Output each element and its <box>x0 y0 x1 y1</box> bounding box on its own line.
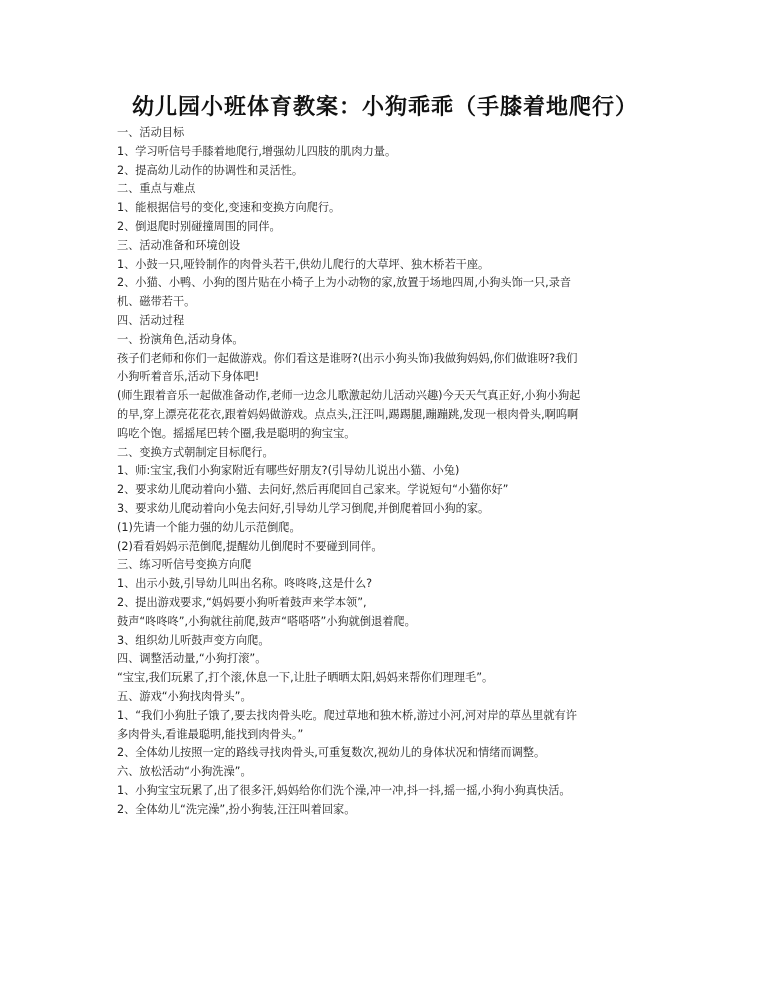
text-line: 1、出示小鼓,引导幼儿叫出名称。咚咚咚,这是什么? <box>117 577 373 591</box>
text-line: 2、要求幼儿爬动着向小猫、去问好,然后再爬回自己家来。学说短句“小猫你好” <box>117 483 509 497</box>
text-line: 小狗听着音乐,活动下身体吧! <box>117 370 260 384</box>
text-line: 1、学习听信号手膝着地爬行,增强幼儿四肢的肌肉力量。 <box>117 144 397 158</box>
text-line: 四、调整活动量,“小狗打滚”。 <box>117 652 267 666</box>
text-line: 三、练习听信号变换方向爬 <box>117 558 252 572</box>
document-body <box>117 124 662 819</box>
text-line: “宝宝,我们玩累了,打个滚,休息一下,让肚子晒晒太阳,妈妈来帮你们理理毛”。 <box>117 671 494 685</box>
text-line: 多肉骨头,看谁最聪明,能找到肉骨头。” <box>117 727 304 741</box>
text-line: 1、能根据信号的变化,变速和变换方向爬行。 <box>117 201 341 215</box>
text-line: 孩子们老师和你们一起做游戏。你们看这是谁呀?(出示小狗头饰)我做狗妈妈,你们做谁呀?我们 <box>117 351 578 365</box>
text-line: (1)先请一个能力强的幼儿示范倒爬。 <box>117 520 301 534</box>
document-title: 幼儿园小班体育教案：小狗乖乖（手膝着地爬行） <box>131 94 638 120</box>
text-line: 2、提出游戏要求,“妈妈要小狗听着鼓声来学本领”, <box>117 595 367 609</box>
text-line: 1、小狗宝宝玩累了,出了很多汗,妈妈给你们洗个澡,冲一冲,抖一抖,摇一摇,小狗小狗真快活。 <box>117 783 571 797</box>
text-line: 2、提高幼儿动作的协调性和灵活性。 <box>117 163 304 177</box>
text-line: 五、游戏“小狗找肉骨头”。 <box>117 689 252 703</box>
text-line: 二、变换方式朝制定目标爬行。 <box>117 445 274 459</box>
text-line: 机、磁带若干。 <box>117 295 196 309</box>
text-line: 1、“我们小狗肚子饿了,要去找肉骨头吃。爬过草地和独木桥,游过小河,河对岸的草丛里就有许 <box>117 708 577 722</box>
text-line: 一、活动目标 <box>117 126 185 139</box>
text-line: 1、小鼓一只,哑铃制作的肉骨头若干,供幼儿爬行的大草坪、独木桥若干座。 <box>117 257 490 271</box>
text-line: 六、放松活动“小狗洗澡”。 <box>117 765 252 779</box>
text-line: 鼓声“咚咚咚”,小狗就往前爬,鼓声“嗒嗒嗒”小狗就倒退着爬。 <box>117 614 416 628</box>
text-line: (2)看看妈妈示范倒爬,提醒幼儿倒爬时不要碰到同伴。 <box>117 539 383 553</box>
text-line: 三、活动准备和环境创设 <box>117 238 241 252</box>
text-line: 1、师:宝宝,我们小狗家附近有哪些好朋友?(引导幼儿说出小猫、小兔) <box>117 464 460 478</box>
text-line: 2、全体幼儿按照一定的路线寻找肉骨头,可重复数次,视幼儿的身体状况和情绪而调整。 <box>117 746 546 760</box>
text-line: 的早,穿上漂亮花花衣,跟着妈妈做游戏。点点头,汪汪叫,踢踢腿,蹦蹦跳,发现一根肉骨头,啊呜啊 <box>117 407 579 421</box>
text-line: 3、组织幼儿听鼓声变方向爬。 <box>117 633 270 647</box>
text-line: 3、要求幼儿爬动着向小兔去问好,引导幼儿学习倒爬,并倒爬着回小狗的家。 <box>117 501 490 515</box>
text-line: 一、扮演角色,活动身体。 <box>117 332 244 346</box>
text-line: (师生跟着音乐一起做准备动作,老师一边念儿歌激起幼儿活动兴趣)今天天气真正好,小狗小狗起 <box>117 389 581 403</box>
text-line: 四、活动过程 <box>117 313 185 327</box>
text-line: 呜吃个饱。摇摇尾巴转个圈,我是聪明的狗宝宝。 <box>117 426 356 440</box>
text-line: 2、全体幼儿“洗完澡”,扮小狗装,汪汪叫着回家。 <box>117 802 356 816</box>
text-line: 二、重点与难点 <box>117 182 196 196</box>
text-line: 2、小猫、小鸭、小狗的图片贴在小椅子上为小动物的家,放置于场地四周,小狗头饰一只,录音 <box>117 276 572 290</box>
text-line: 2、倒退爬时别碰撞周围的同伴。 <box>117 219 281 233</box>
